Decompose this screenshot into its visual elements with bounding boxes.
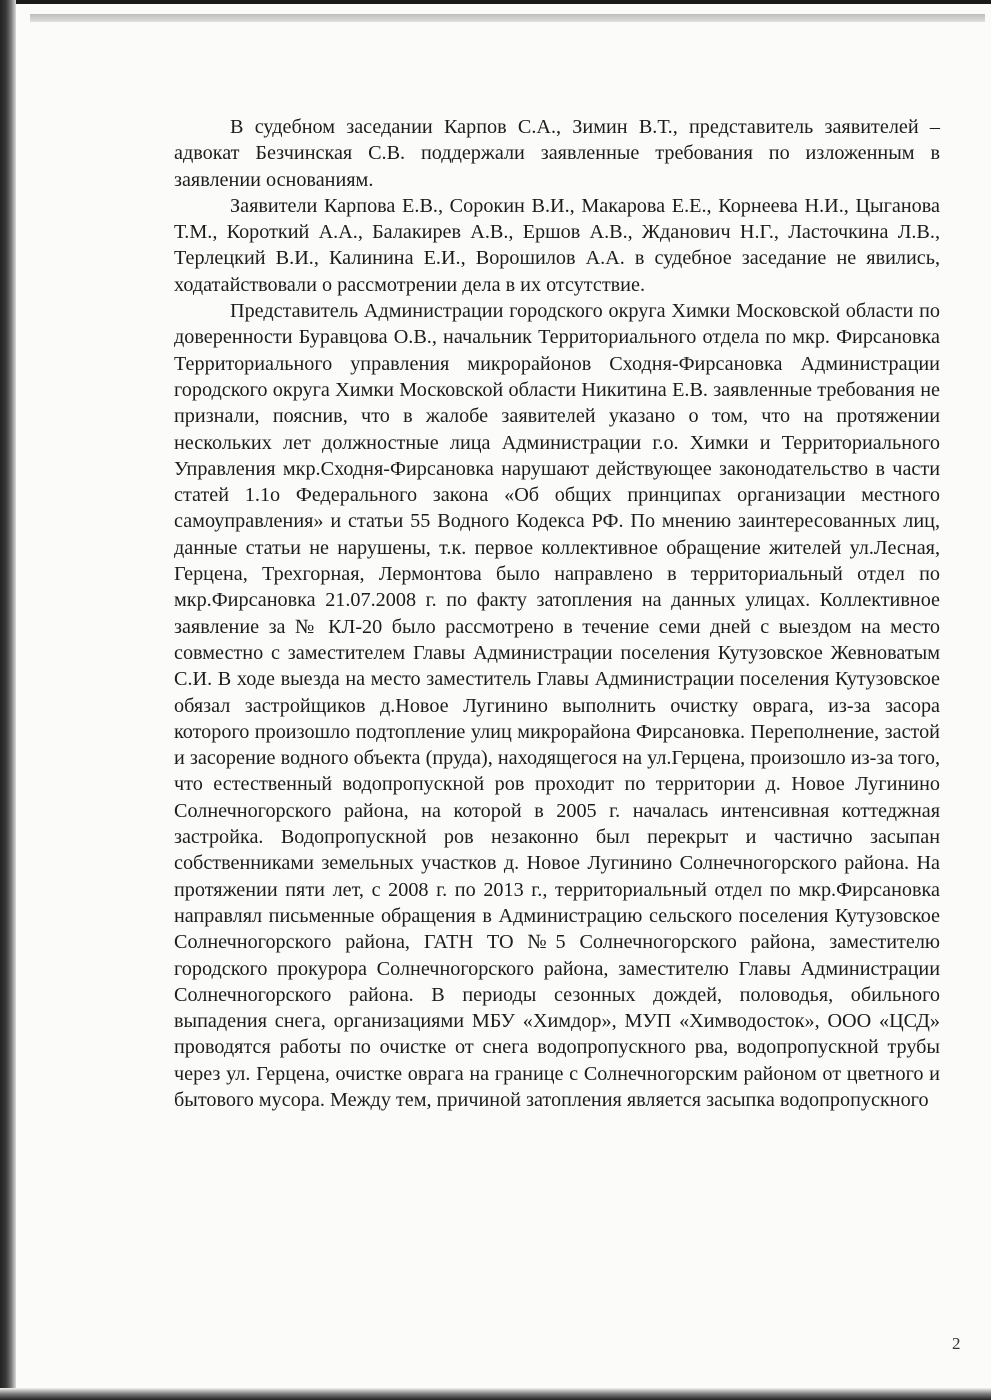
scan-shadow-stripe: [30, 14, 985, 22]
paragraph-administration-position: Представитель Администрации городского округа Химки Московской области по доверенности Буравцова О.В., начальник Территориального отдела по мкр. Фирсановка Территориального управления микрорайонов Сходня-Фирсановка Администрации городского округа Химки Московской области Никитина Е.В. заявленные требования не признали, пояснив, что в жалобе заявителей указано о том, что на протяжении нескольких лет должностные лица Администрации г.о. Химки и Территориального Управления мкр.Сходня-Фирсановка нарушают действующее законодательство в части статей 1.1о Федерального закона «Об общих принципах организации местного самоуправления» и статьи 55 Водного Кодекса РФ. По мнению заинтересованных лиц, данные статьи не нарушены, т.к. первое коллективное обращение жителей ул.Лесная, Герцена, Трехгорная, Лермонтова было направлено в территориальный отдел по мкр.Фирсановка 21.07.2008 г. по факту затопления на данных улицах. Коллективное заявление за № КЛ-20 было рассмотрено в течение семи дней с выездом на место совместно с заместителем Главы Администрации поселения Кутузовское Жевноватым С.И. В ходе выезда на место заместитель Главы Администрации поселения Кутузовское обязал застройщиков д.Новое Лугинино выполнить очистку оврага, из-за засора которого произошло подтопление улиц микрорайона Фирсановка. Переполнение, застой и засорение водного объекта (пруда), находящегося на ул.Герцена, произошло из-за того, что естественный водопропускной ров проходит по территории д. Новое Лугинино Солнечногорского района, на которой в 2005 г. началась интенсивная коттеджная застройка. Водопропускной ров незаконно был перекрыт и частично засыпан собственниками земельных участков д. Новое Лугинино Солнечногорского района. На протяжении пяти лет, с 2008 г. по 2013 г., территориальный отдел по мкр.Фирсановка направлял письменные обращения в Администрацию сельского поселения Кутузовское Солнечногорского района, ГАТН ТО №5 Солнечногорского района, заместителю городского прокурора Солнечногорского района, заместителю Главы Администрации Солнечногорского района. В периоды сезонных дождей, половодья, обильного выпадения снега, организациями МБУ «Химдор», МУП «Химводосток», ООО «ЦСД» проводятся работы по очистке от снега водопропускного рва, водопропускной трубы через ул. Герцена, очистке оврага на границе с Солнечногорским районом от цветного и бытового мусора. Между тем, причиной затопления является засыпка водопропускного: [174, 300, 940, 1111]
paragraph-court-session: В судебном заседании Карпов С.А., Зимин В.Т., представитель заявителей – адвокат Безчинская С.В. поддержали заявленные требования по изложенным в заявлении основаниям.: [174, 116, 940, 191]
scan-border-top: [0, 0, 991, 4]
document-body: [174, 114, 940, 1113]
page-number: 2: [952, 1334, 961, 1353]
scan-border-bottom: [0, 1388, 991, 1400]
paragraph-absent-applicants: Заявители Карпова Е.В., Сорокин В.И., Макарова Е.Е., Корнеева Н.И., Цыганова Т.М., Короткий А.А., Балакирев А.В., Ершов А.В., Жданович Н.Г., Ласточкина Л.В., Терлецкий В.И., Калинина Е.И., Ворошилов А.А. в судебное заседание не явились, ходатайствовали о рассмотрении дела в их отсутствие.: [174, 194, 940, 296]
scan-border-left: [0, 0, 16, 1400]
